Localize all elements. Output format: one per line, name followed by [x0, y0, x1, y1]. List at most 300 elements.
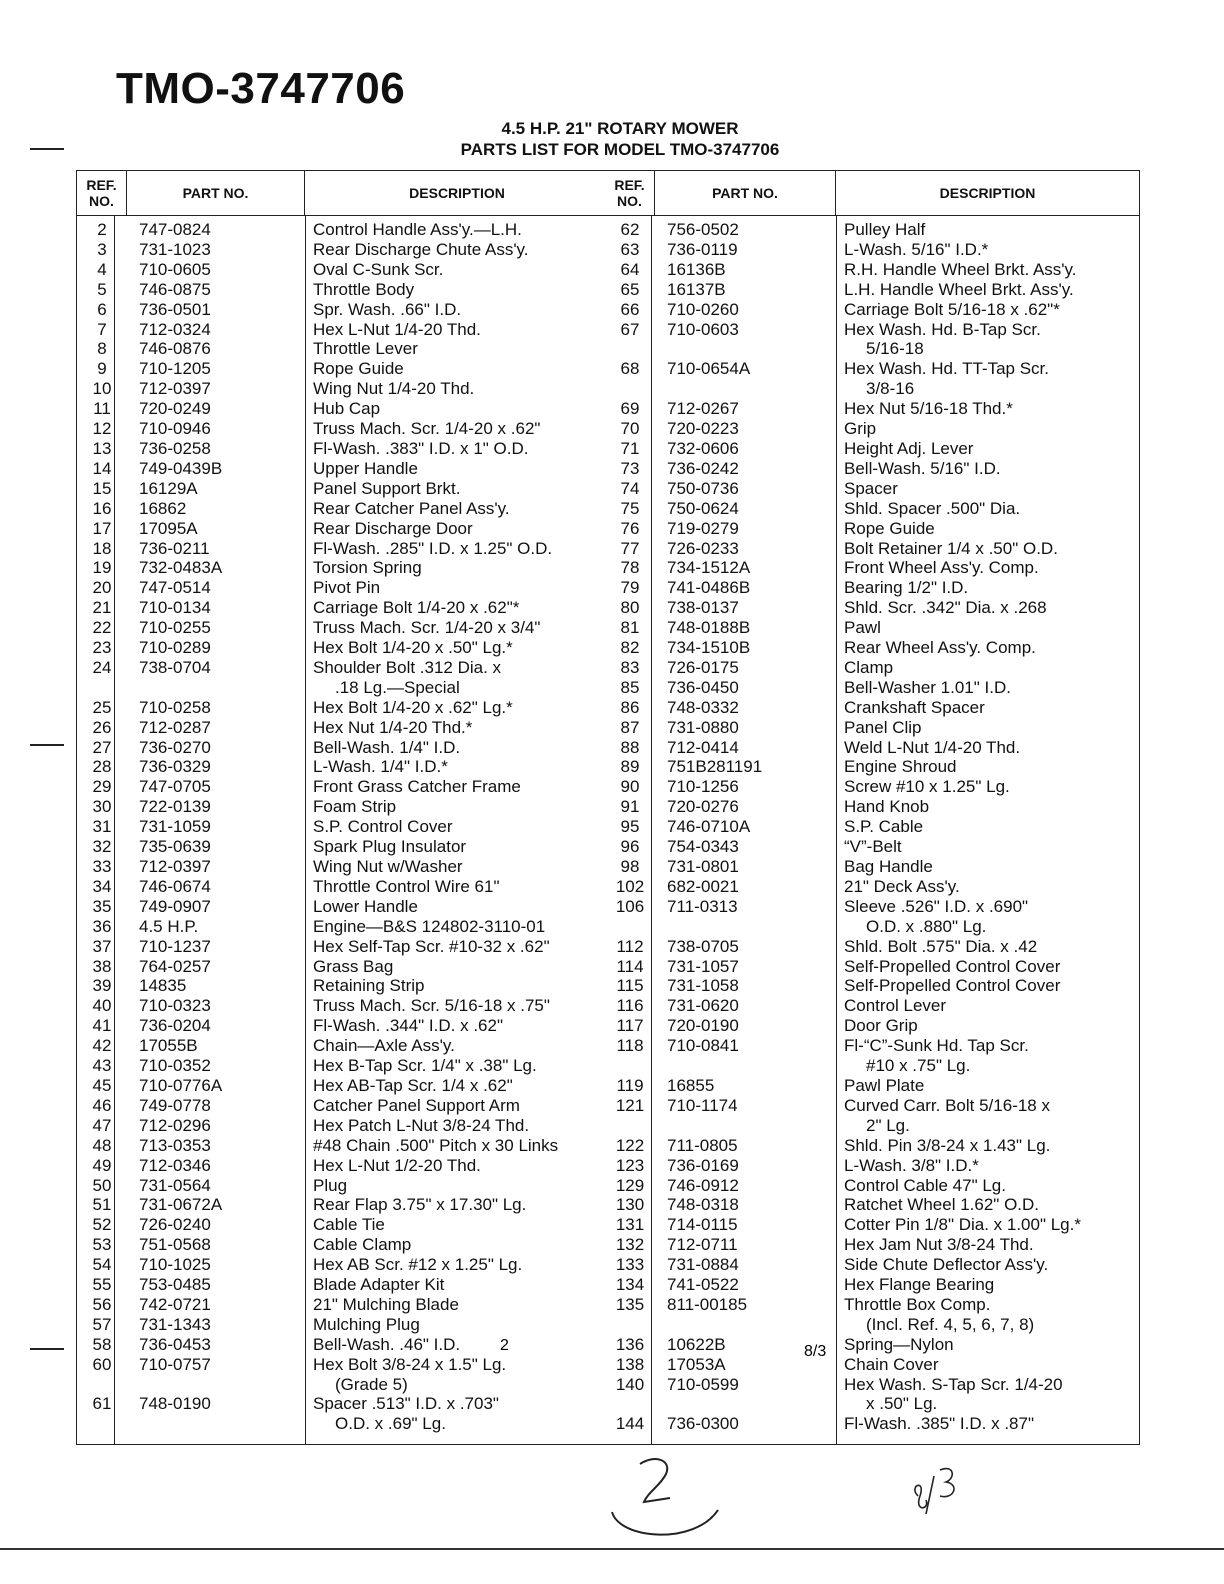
table-row — [605, 996, 1139, 1016]
description-line: Foam Strip — [313, 797, 397, 817]
description-line: Control Lever — [844, 996, 947, 1016]
part-no-cell: 720-0276 — [667, 797, 739, 817]
ref-no-cell: 51 — [92, 1195, 112, 1215]
description-line: 2" Lg. — [866, 1115, 910, 1135]
table-row — [605, 519, 1139, 539]
description-line: Spr. Wash. .66" I.D. — [313, 299, 462, 319]
part-no-cell: 712-0296 — [139, 1115, 211, 1135]
ref-no-cell: 7 — [97, 319, 107, 339]
description-cell — [836, 539, 1139, 559]
ref-no-cell: 47 — [92, 1115, 112, 1135]
ref-no-cell: 11 — [93, 399, 111, 419]
description-line: Grip — [844, 419, 877, 439]
description-line: Torsion Spring — [313, 558, 422, 578]
description-cell — [836, 558, 1139, 578]
ref-no-cell: 18 — [92, 538, 112, 558]
part-no-cell: 711-0313 — [667, 896, 738, 916]
table-row — [77, 698, 609, 718]
description-line: Shld. Scr. .342" Dia. x .268 — [844, 598, 1047, 618]
description-cell — [305, 379, 609, 399]
table-row — [77, 957, 609, 977]
description-cell — [836, 738, 1139, 758]
part-no-cell: 731-1057 — [667, 956, 739, 976]
description-line: Screw #10 x 1.25" Lg. — [844, 777, 1010, 797]
part-no-cell: 710-0289 — [139, 638, 211, 658]
part-no-cell: 741-0522 — [667, 1275, 739, 1295]
description-line: L.H. Handle Wheel Brkt. Ass'y. — [844, 279, 1074, 299]
description-line: Chain Cover — [844, 1354, 939, 1374]
part-no-cell: 726-0233 — [667, 538, 739, 558]
part-no-cell: 726-0240 — [139, 1215, 211, 1235]
part-no-cell: 712-0397 — [139, 857, 211, 876]
description-cell — [836, 957, 1139, 977]
ref-no-cell: 35 — [92, 896, 112, 916]
ref-no-cell: 10 — [92, 379, 112, 399]
part-no-cell: 714-0115 — [667, 1215, 738, 1235]
description-line: Pawl — [844, 618, 881, 638]
ref-no-cell: 80 — [620, 598, 640, 618]
part-no-cell: 734-1512A — [667, 558, 751, 578]
description-line: Self-Propelled Control Cover — [844, 956, 1061, 976]
description-line: Bag Handle — [844, 857, 933, 876]
part-no-cell: 736-0258 — [139, 438, 211, 458]
ref-no-cell: 131 — [615, 1215, 645, 1235]
description-cell — [305, 519, 609, 539]
table-row — [77, 638, 609, 658]
description-line: L-Wash. 3/8" I.D.* — [844, 1155, 979, 1175]
description-line: Hex Nut 5/16-18 Thd.* — [844, 399, 1013, 419]
part-no-cell: 14835 — [139, 976, 187, 996]
ref-no-cell: 5 — [97, 279, 107, 299]
ref-no-cell: 114 — [616, 956, 644, 976]
description-line: .18 Lg.—Special — [335, 677, 460, 697]
description-cell — [305, 539, 609, 559]
description-line: Front Grass Catcher Frame — [313, 777, 521, 797]
table-row — [77, 598, 609, 618]
table-row — [605, 578, 1139, 598]
table-row — [77, 917, 609, 937]
table-header — [605, 171, 1139, 216]
description-line: Fl-Wash. .344" I.D. x .62" — [313, 1016, 503, 1036]
description-cell — [305, 339, 609, 359]
table-row — [77, 1235, 609, 1255]
table-row — [77, 260, 609, 280]
table-row — [605, 320, 1139, 360]
page-note-text: 8/3 — [804, 1343, 827, 1360]
description-line: Hex B-Tap Scr. 1/4" x .38" Lg. — [313, 1056, 537, 1076]
description-line: Sleeve .526" I.D. x .690" — [844, 896, 1029, 916]
part-no-cell: 731-0884 — [667, 1255, 739, 1275]
ref-no-cell: 22 — [92, 618, 112, 638]
description-line: Blade Adapter Kit — [313, 1275, 445, 1295]
table-row — [605, 499, 1139, 519]
part-no-cell: 711-0805 — [667, 1135, 738, 1155]
part-no-cell: 710-1237 — [139, 936, 211, 956]
description-line: (Grade 5) — [335, 1374, 408, 1394]
ref-no-cell: 83 — [620, 657, 640, 677]
part-no-cell: 736-0501 — [139, 299, 211, 319]
description-line: Hex AB-Tap Scr. 1/4 x .62" — [313, 1075, 513, 1095]
description-line: S.P. Cable — [844, 817, 924, 837]
description-cell — [836, 678, 1139, 698]
description-line: Hex Wash. S-Tap Scr. 1/4-20 — [844, 1374, 1063, 1394]
part-no-cell: 736-0204 — [139, 1016, 211, 1036]
description-cell — [836, 1176, 1139, 1196]
ref-no-cell: 20 — [92, 578, 112, 598]
description-line: Rear Discharge Door — [313, 518, 473, 538]
description-cell — [836, 300, 1139, 320]
table-row — [77, 718, 609, 738]
part-no-cell: 710-0255 — [139, 618, 211, 638]
part-no-cell: 731-0880 — [667, 717, 739, 737]
part-no-cell: 4.5 H.P. — [139, 916, 199, 936]
table-row — [77, 1275, 609, 1295]
description-line: x .50" Lg. — [866, 1394, 938, 1414]
description-cell — [836, 479, 1139, 499]
description-cell — [305, 718, 609, 738]
part-no-cell: 748-0332 — [667, 697, 739, 717]
description-line: Rear Discharge Chute Ass'y. — [313, 239, 529, 259]
description-cell — [305, 499, 609, 519]
description-cell — [836, 817, 1139, 837]
description-cell — [836, 1195, 1139, 1215]
ref-no-cell: 56 — [92, 1294, 112, 1314]
ref-no-cell: 75 — [620, 498, 640, 518]
description-line: Bell-Wash. 1/4" I.D. — [313, 737, 461, 757]
ref-no-cell: 102 — [615, 876, 645, 896]
table-row — [77, 300, 609, 320]
part-no-cell: 712-0324 — [139, 319, 211, 339]
description-cell — [305, 220, 609, 240]
description-cell — [305, 459, 609, 479]
ref-no-cell: 74 — [620, 478, 640, 498]
description-cell — [305, 638, 609, 658]
description-cell — [305, 817, 609, 837]
description-cell — [836, 459, 1139, 479]
ref-no-cell: 77 — [620, 538, 640, 558]
ref-no-cell: 26 — [92, 717, 112, 737]
ref-no-cell: 9 — [97, 359, 107, 379]
description-line: Bell-Washer 1.01" I.D. — [844, 677, 1011, 697]
ref-no-cell: 54 — [92, 1255, 112, 1275]
ref-no-cell: 57 — [92, 1314, 112, 1334]
part-no-cell: 710-0134 — [139, 598, 211, 618]
description-line: Front Wheel Ass'y. Comp. — [844, 558, 1039, 578]
table-row — [605, 280, 1139, 300]
description-cell — [305, 260, 609, 280]
description-cell — [305, 996, 609, 1016]
description-cell — [305, 1355, 609, 1395]
description-line: 5/16-18 — [866, 339, 924, 359]
description-cell — [305, 1176, 609, 1196]
description-cell — [836, 857, 1139, 877]
table-row — [605, 718, 1139, 738]
description-line: Hub Cap — [313, 399, 381, 419]
ref-no-cell: 135 — [615, 1294, 645, 1314]
margin-mark — [30, 148, 64, 150]
table-row — [605, 777, 1139, 797]
description-cell — [305, 1215, 609, 1235]
description-cell — [305, 976, 609, 996]
ref-no-cell: 116 — [616, 996, 644, 1016]
part-no-cell: 710-1205 — [139, 359, 211, 379]
ref-no-cell: 46 — [92, 1095, 112, 1115]
ref-no-cell: 6 — [97, 299, 107, 319]
part-no-cell: 731-1058 — [667, 976, 739, 996]
ref-no-cell: 49 — [92, 1155, 112, 1175]
description-line: Rear Catcher Panel Ass'y. — [313, 498, 510, 518]
table-row — [605, 698, 1139, 718]
description-cell — [836, 1036, 1139, 1076]
ref-no-cell: 95 — [620, 817, 640, 837]
description-cell — [836, 618, 1139, 638]
table-row — [605, 638, 1139, 658]
part-no-cell: 17095A — [139, 518, 198, 538]
description-line: R.H. Handle Wheel Brkt. Ass'y. — [844, 259, 1077, 279]
part-no-cell: 712-0287 — [139, 717, 211, 737]
ref-no-cell: 55 — [92, 1275, 112, 1295]
table-row — [77, 757, 609, 777]
table-row — [77, 1016, 609, 1036]
description-cell — [836, 1076, 1139, 1096]
part-no-cell: 710-0258 — [139, 697, 211, 717]
description-line: Door Grip — [844, 1016, 918, 1036]
table-row — [77, 658, 609, 698]
description-cell — [305, 1156, 609, 1176]
part-no-cell: 736-0119 — [667, 239, 738, 259]
description-cell — [836, 1235, 1139, 1255]
description-cell — [305, 1315, 609, 1335]
ref-no-cell: 33 — [92, 857, 112, 876]
part-no-cell: 732-0483A — [139, 558, 223, 578]
table-row — [77, 459, 609, 479]
ref-no-cell: 58 — [92, 1334, 112, 1354]
description-line: Oval C-Sunk Scr. — [313, 259, 444, 279]
margin-mark — [30, 1348, 64, 1350]
ref-no-cell: 70 — [620, 419, 640, 439]
description-cell — [836, 1215, 1139, 1235]
ref-no-cell: 36 — [92, 916, 112, 936]
description-line: Rear Wheel Ass'y. Comp. — [844, 638, 1036, 658]
ref-no-cell: 123 — [615, 1155, 645, 1175]
description-line: Bell-Wash. .46" I.D. — [313, 1334, 461, 1354]
description-line: Carriage Bolt 1/4-20 x .62"* — [313, 598, 520, 618]
table-row — [77, 1315, 609, 1335]
table-row — [77, 1056, 609, 1076]
part-no-cell: 746-0876 — [139, 339, 211, 359]
ref-no-cell: 41 — [92, 1016, 112, 1036]
ref-no-cell: 45 — [92, 1075, 112, 1095]
ref-no-cell: 121 — [615, 1095, 645, 1115]
part-no-cell: 16862 — [139, 498, 187, 518]
description-cell — [305, 439, 609, 459]
ref-no-cell: 117 — [616, 1016, 644, 1036]
description-line: 21" Deck Ass'y. — [844, 876, 960, 896]
description-cell — [836, 897, 1139, 937]
description-cell — [836, 220, 1139, 240]
part-no-cell: 731-1023 — [139, 239, 211, 259]
part-no-cell: 746-0875 — [139, 279, 211, 299]
ref-no-cell: 96 — [620, 837, 640, 857]
description-cell — [836, 718, 1139, 738]
part-no-cell: 731-0672A — [139, 1195, 223, 1215]
part-no-cell: 753-0485 — [139, 1275, 211, 1295]
description-line: Clamp — [844, 657, 894, 677]
description-cell — [305, 240, 609, 260]
table-row — [605, 817, 1139, 837]
part-no-cell: 731-1343 — [139, 1314, 211, 1334]
part-no-cell: 742-0721 — [139, 1294, 211, 1314]
description-line: Spacer .513" I.D. x .703" — [313, 1394, 499, 1414]
description-cell — [836, 598, 1139, 618]
description-line: Throttle Control Wire 61" — [313, 876, 500, 896]
part-no-cell: 713-0353 — [139, 1135, 211, 1155]
ref-no-cell: 66 — [620, 299, 640, 319]
table-row — [605, 618, 1139, 638]
table-row — [605, 1375, 1139, 1415]
description-line: Self-Propelled Control Cover — [844, 976, 1061, 996]
part-no-cell: 710-0260 — [667, 299, 739, 319]
description-cell — [836, 499, 1139, 519]
part-no-cell: 734-1510B — [667, 638, 751, 658]
table-row — [77, 359, 609, 379]
ref-no-cell: 71 — [620, 438, 640, 458]
circled-number-text: 2 — [500, 1337, 509, 1354]
table-row — [77, 937, 609, 957]
description-line: Curved Carr. Bolt 5/16-18 x — [844, 1095, 1050, 1115]
part-no-cell: 746-0912 — [667, 1175, 739, 1195]
ref-no-cell: 115 — [616, 976, 644, 996]
description-cell — [836, 757, 1139, 777]
table-row — [605, 757, 1139, 777]
description-cell — [836, 419, 1139, 439]
part-no-cell: 720-0249 — [139, 399, 211, 419]
ref-no-cell: 119 — [616, 1075, 644, 1095]
description-cell — [836, 698, 1139, 718]
part-no-cell: 712-0414 — [667, 737, 739, 757]
part-no-cell: 17055B — [139, 1036, 198, 1056]
table-row — [77, 558, 609, 578]
part-no-cell: 736-0450 — [667, 677, 739, 697]
description-cell — [305, 757, 609, 777]
table-row — [77, 1394, 609, 1434]
part-no-cell: 710-1256 — [667, 777, 739, 797]
description-cell — [305, 1016, 609, 1036]
description-line: Pulley Half — [844, 220, 926, 239]
description-line: Fl-Wash. .383" I.D. x 1" O.D. — [313, 438, 529, 458]
description-line: Hex Bolt 3/8-24 x 1.5" Lg. — [313, 1354, 507, 1374]
description-line: Bolt Retainer 1/4 x .50" O.D. — [844, 538, 1058, 558]
description-line: Ratchet Wheel 1.62" O.D. — [844, 1195, 1040, 1215]
description-cell — [305, 399, 609, 419]
ref-no-cell: 60 — [92, 1354, 112, 1374]
bottom-rule — [0, 1548, 1224, 1550]
table-row — [77, 857, 609, 877]
description-cell — [305, 698, 609, 718]
table-row — [605, 459, 1139, 479]
table-row — [605, 1215, 1139, 1235]
part-no-cell: 731-0564 — [139, 1175, 211, 1195]
ref-no-cell: 134 — [615, 1275, 645, 1295]
table-row — [77, 817, 609, 837]
part-no-cell: 738-0137 — [667, 598, 739, 618]
description-line: Hex Wash. Hd. B-Tap Scr. — [844, 319, 1041, 339]
ref-no-cell: 82 — [620, 638, 640, 658]
table-row — [605, 937, 1139, 957]
description-cell — [305, 937, 609, 957]
header-part-no: PART NO. — [127, 171, 305, 215]
ref-no-cell: 38 — [92, 956, 112, 976]
ref-no-cell: 85 — [620, 677, 640, 697]
table-row — [77, 797, 609, 817]
subtitle-line-1: 4.5 H.P. 21" ROTARY MOWER — [501, 119, 739, 138]
description-line: Hex Wash. Hd. TT-Tap Scr. — [844, 359, 1050, 379]
description-line: Wing Nut 1/4-20 Thd. — [313, 379, 475, 399]
description-line: Rear Flap 3.75" x 17.30" Lg. — [313, 1195, 527, 1215]
description-cell — [305, 1096, 609, 1116]
part-no-cell: 736-0242 — [667, 458, 739, 478]
description-line: Fl-Wash. .285" I.D. x 1.25" O.D. — [313, 538, 553, 558]
description-cell — [305, 1076, 609, 1096]
description-line: Spark Plug Insulator — [313, 837, 467, 857]
description-line: Weld L-Nut 1/4-20 Thd. — [844, 737, 1021, 757]
description-line: Chain—Axle Ass'y. — [313, 1036, 455, 1056]
ref-no-cell: 112 — [616, 936, 644, 956]
description-line: Rope Guide — [844, 518, 935, 538]
description-cell — [305, 877, 609, 897]
table-row — [605, 1255, 1139, 1275]
table-row — [77, 1136, 609, 1156]
description-cell — [836, 1375, 1139, 1415]
margin-mark — [30, 744, 64, 746]
table-row — [605, 1096, 1139, 1136]
part-no-cell: 751-0568 — [139, 1235, 211, 1255]
table-row — [77, 280, 609, 300]
table-row — [605, 1195, 1139, 1215]
description-line: Spring—Nylon — [844, 1334, 954, 1354]
table-row — [605, 1016, 1139, 1036]
description-cell — [305, 419, 609, 439]
part-no-cell: 748-0190 — [139, 1394, 211, 1414]
description-cell — [836, 837, 1139, 857]
part-no-cell: 710-1174 — [667, 1095, 738, 1115]
description-cell — [305, 658, 609, 698]
description-line: O.D. x .69" Lg. — [335, 1414, 446, 1434]
table-rows — [605, 220, 1139, 1434]
description-line: Pawl Plate — [844, 1075, 925, 1095]
description-cell — [305, 797, 609, 817]
ref-no-cell: 88 — [620, 737, 640, 757]
description-line: Height Adj. Lever — [844, 438, 974, 458]
table-row — [77, 339, 609, 359]
description-cell — [836, 638, 1139, 658]
part-no-cell: 10622B — [667, 1334, 726, 1354]
header-ref-no: REF. NO. — [605, 171, 655, 215]
description-cell — [836, 1016, 1139, 1036]
ref-no-cell: 32 — [92, 837, 112, 857]
table-row — [77, 618, 609, 638]
part-no-cell: 732-0606 — [667, 438, 739, 458]
ref-no-cell: 39 — [92, 976, 112, 996]
table-row — [605, 1355, 1139, 1375]
ref-no-cell: 89 — [620, 757, 640, 777]
part-no-cell: 720-0190 — [667, 1016, 739, 1036]
ref-no-cell: 78 — [620, 558, 640, 578]
header-part-no: PART NO. — [655, 171, 836, 215]
table-row — [77, 1215, 609, 1235]
description-line: Hex Flange Bearing — [844, 1275, 995, 1295]
table-row — [77, 1096, 609, 1116]
